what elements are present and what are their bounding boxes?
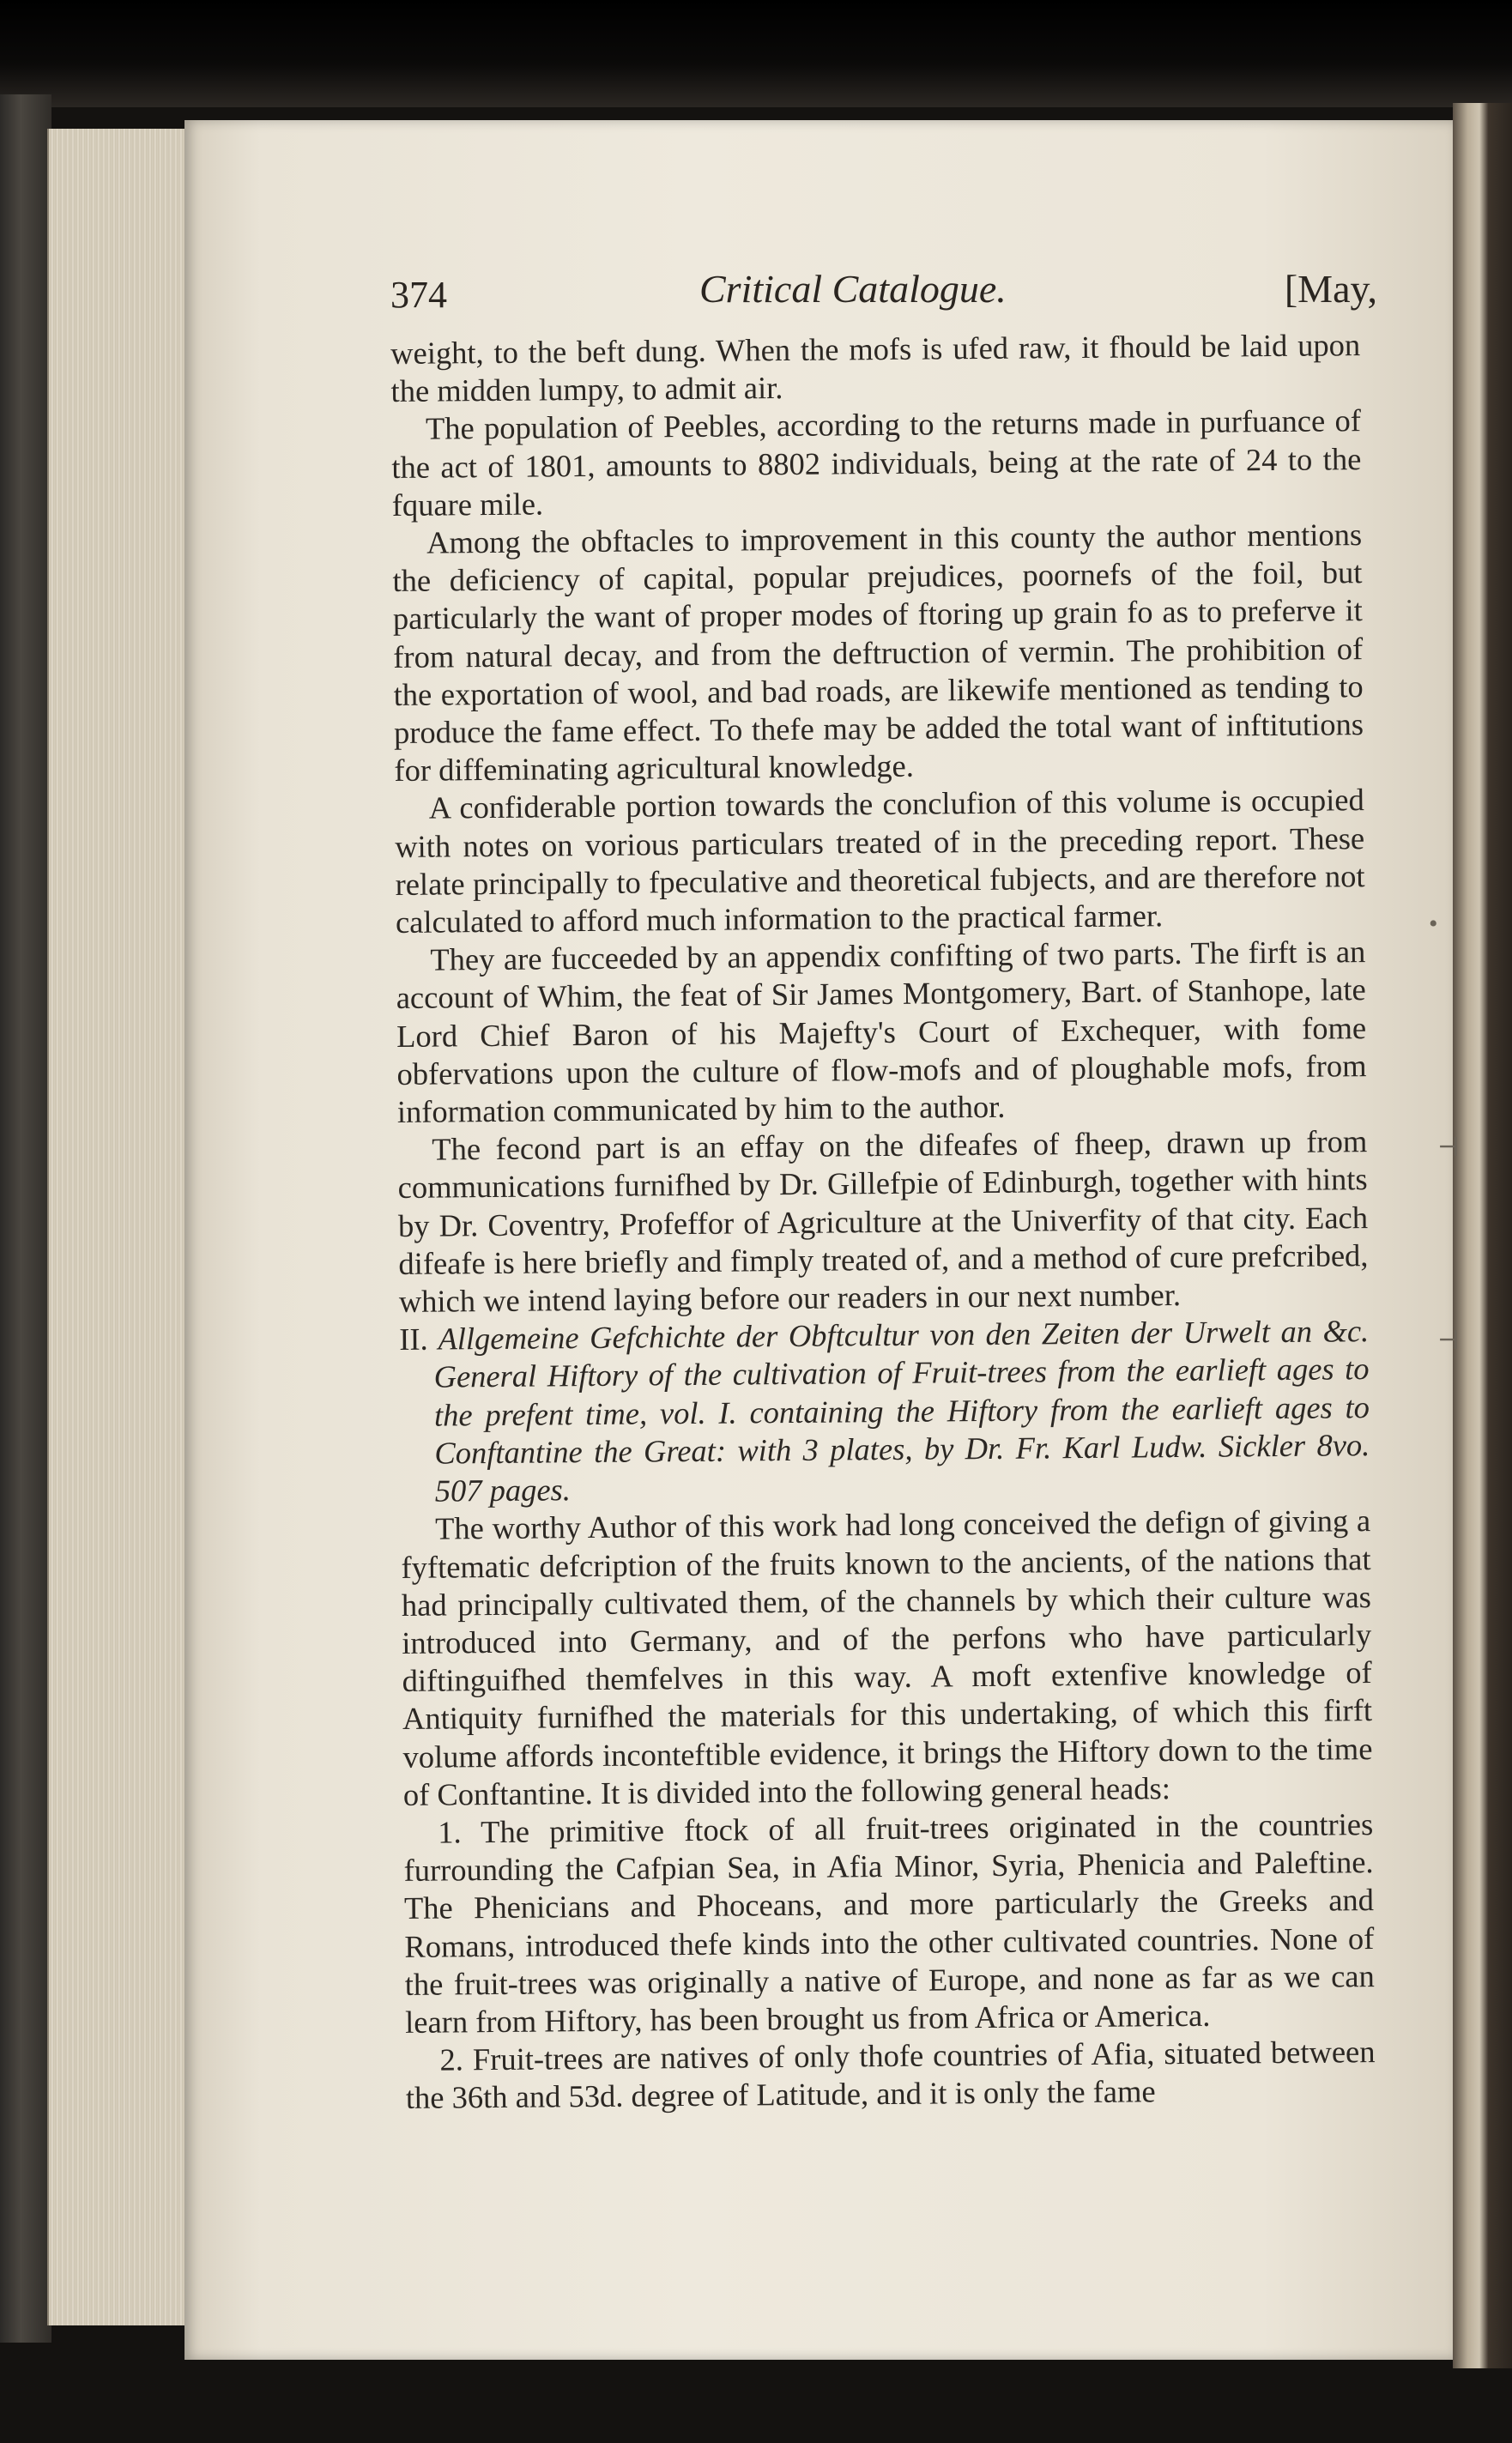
paragraph: The fecond part is an effay on the difeafes of fheep, drawn up from communications furnifhed by Dr. Gillefpie of Edinburgh, together with hints by Dr. Coventry, Profeffor of Agriculture at the Univerfity of that city. Each difeafe is here briefly and fimply treated of, and a method of cure prefcribed, which we intend laying before our readers in our next number. — [397, 1123, 1369, 1320]
page-number: 374 — [390, 274, 447, 316]
entry-number: II. — [399, 1321, 428, 1358]
list-item: 2. Fruit-trees are natives of only thofe countries of Afia, situated between the 36th and 53d. degree of Latitude, and it is only the fame — [405, 2034, 1376, 2116]
page-body — [390, 326, 1376, 2117]
page-header — [390, 266, 1377, 317]
paragraph: The population of Peebles, according to the returns made in purfuance of the act of 1801, amounts to 8802 individuals, being at the rate of 24 to the fquare mile. — [391, 402, 1362, 523]
paragraph: weight, to the beft dung. When the mofs is ufed raw, it fhould be laid upon the midden lumpy, to admit air. — [390, 327, 1361, 409]
page-edges — [47, 129, 195, 2325]
paragraph: The worthy Author of this work had long conceived the defign of giving a fyftematic defcription of the fruits known to the ancients, of the nations that had principally cultivated them, of the channels by which their culture was introduced into Germany, and of the perfons who have particularly diftinguifhed themfelves in this way. A moft extenfive knowledge of Antiquity furnifhed the materials for this undertaking, of which this firft volume affords inconteftible evidence, it brings the Hiftory down to the time of Conftantine. It is divided into the following general heads: — [401, 1503, 1373, 1812]
paragraph: Among the obftacles to improvement in this county the author mentions the deficiency of capital, popular prejudices, poornefs of the foil, but particularly the want of proper modes of ftoring up grain fo as to preferve it from natural decay, and from the deftruction of vermin. The prohibition of the exportation of wool, and bad roads, are likewife mentioned as tending to produce the fame effect. To thefe may be added the total want of inftitutions for diffeminating agricultural knowledge. — [392, 517, 1364, 789]
entry-title: Allgemeine Gefchichte der Obftcultur von den Zeiten der Urwelt an &c. General Hiftory of the cultivation of Fruit-trees from the earlieft ages to the prefent time, vol. I. containing the Hiftory from the earlieft ages to Conftantine the Great: with 3 plates, by Dr. Fr. Karl Ludw. Sickler 8vo. 507 pages. — [433, 1313, 1370, 1509]
margin-mark: • — [1429, 910, 1438, 938]
catalogue-entry — [399, 1312, 1370, 1510]
margin-mark: ⊣ — [1437, 1134, 1460, 1162]
running-title: Critical Catalogue. — [699, 267, 1007, 311]
paragraph: A confiderable portion towards the conclufion of this volume is occupied with notes on vorious particulars treated of in the preceding report. These relate principally to fpeculative and theoretical fubjects, and are therefore not calculated to afford much information to the practical farmer. — [395, 782, 1365, 940]
month-heading: [May, — [1284, 267, 1377, 311]
book-cover — [0, 94, 51, 2343]
backdrop — [0, 0, 1512, 107]
adjacent-book — [1453, 103, 1512, 2368]
list-item: 1. The primitive ftock of all fruit-trees originated in the countries furrounding the Cafpian Sea, in Afia Minor, Syria, Phenicia and Paleftine. The Phenicians and Phoceans, and more particularly the Greeks and Romans, introduced thefe kinds into the other cultivated countries. None of the fruit-trees was originally a native of Europe, and none as far as we can learn from Hiftory, has been brought us from Africa or America. — [403, 1805, 1375, 2040]
margin-mark: ⊣ — [1437, 1327, 1460, 1355]
paragraph: They are fucceeded by an appendix confifting of two parts. The firft is an account of Whim, the feat of Sir James Montgomery, Bart. of Stanhope, late Lord Chief Baron of his Majefty's Court of Exchequer, with fome obfervations upon the culture of flow-mofs and of ploughable mofs, from information communicated by him to the author. — [396, 934, 1367, 1130]
